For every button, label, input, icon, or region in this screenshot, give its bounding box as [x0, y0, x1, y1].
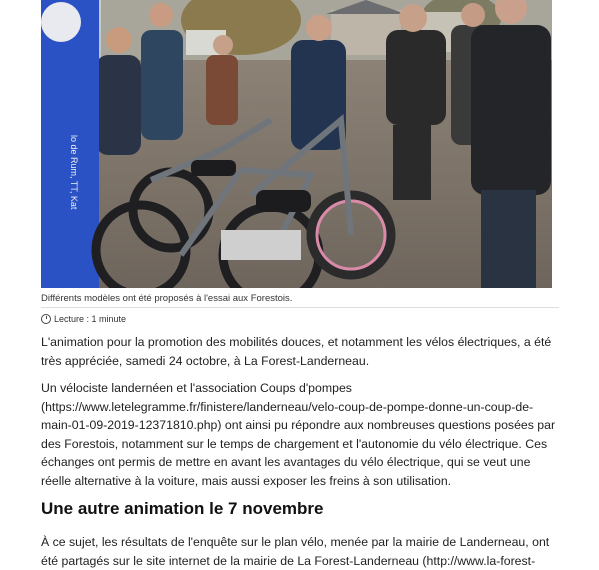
- divider: [41, 307, 559, 308]
- bicycles-photo-illustration: [41, 0, 552, 288]
- clock-icon: [41, 314, 51, 324]
- article-paragraph-3: À ce sujet, les résultats de l'enquête sur le plan vélo, menée par la mairie de Landerneau, ont été partagés sur le site internet de la mairie de La Forest-Landerneau (http://www.la-forest-: [41, 535, 550, 568]
- svg-text:lo de Rum, TT, Kat: lo de Rum, TT, Kat: [69, 135, 79, 210]
- article-subheading: Une autre animation le 7 novembre: [41, 499, 324, 518]
- article-paragraph-1: L'animation pour la promotion des mobilités douces, et notamment les vélos électriques, a été très appréciée, samedi 24 octobre, à La Forest-Landerneau.: [41, 335, 552, 368]
- read-time: [41, 314, 126, 324]
- photo-caption: Différents modèles ont été proposés à l'essai aux Forestois.: [41, 293, 293, 304]
- read-time-label: Lecture : 1 minute: [54, 314, 127, 324]
- article-paragraph-2: Un vélociste landernéen et l'association Coups d'pompes (https://www.letelegramme.fr/finistere/landerneau/velo-coup-de-pompe-donne-un-coup-de-main-01-09-2019-12371810.php) ont ainsi pu répondre aux nombreuses questions posées par des Forestois, notamment sur le temps de chargement et l'autonomie du vélo électrique. Ces échanges ont permis de mettre en avant les avantages du vélo électrique, qui se veut une réelle alternative à la voiture, mais aussi exposer les freins à son utilisation.: [41, 381, 556, 488]
- article-photo: [41, 0, 552, 288]
